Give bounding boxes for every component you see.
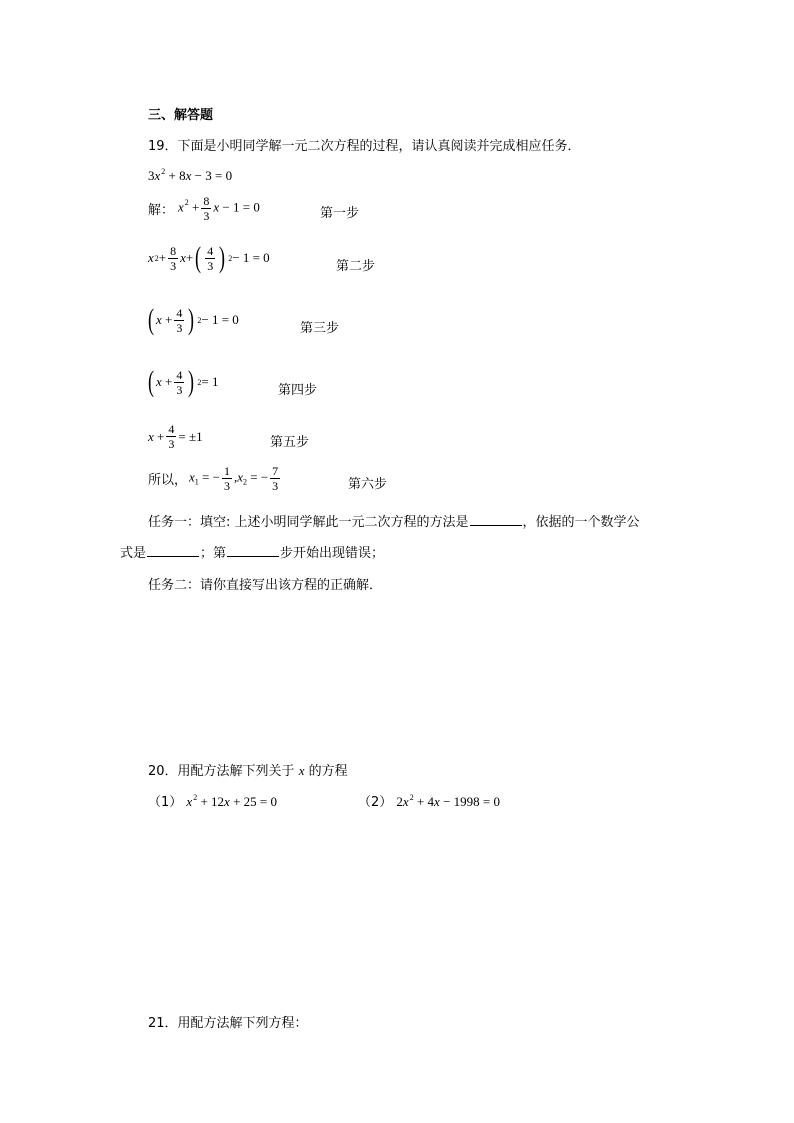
q20-part2-equation: $2x^2 + 4x - 1998 = 0$ <box>396 793 500 809</box>
step4-label: 第四步 <box>278 383 318 398</box>
q20-part1-equation: $x^2 + 12x + 25 = 0$ <box>186 793 277 809</box>
task1-text-a: 任务一：填空: 上述小明同学解此一元二次方程的方法是 <box>148 515 469 530</box>
answer-blank-formula[interactable] <box>147 544 199 557</box>
step3-expression: ( x + $\frac{4}{3}$ ) 2 − 1 = 0 <box>148 303 239 336</box>
task1-line1 <box>148 511 640 530</box>
step5-expression: x + $\frac{4}{3}$ = ±1 <box>148 422 203 451</box>
q20-stem-a: 20．用配方法解下列关于 <box>148 764 295 779</box>
task1-text-d: ；第 <box>200 546 227 561</box>
answer-blank-step[interactable] <box>227 544 279 557</box>
task2-text: 任务二：请你直接写出该方程的正确解． <box>148 578 383 593</box>
q19-equation: $3x^2 + 8x - 3 = 0$ <box>148 167 233 183</box>
q20-stem <box>148 760 348 779</box>
solve-label: 解： <box>148 203 175 218</box>
q20-part2-label: （2） <box>358 795 393 810</box>
step4-expression: ( x + $\frac{4}{3}$ ) 2 = 1 <box>148 365 219 398</box>
section-title: 三、解答题 <box>148 108 214 123</box>
task1-text-c: 式是 <box>120 546 147 561</box>
step5-label: 第五步 <box>270 435 310 450</box>
task1-text-e: 步开始出现错误； <box>280 546 385 561</box>
step6-expression: $x_1$ = − $\frac{1}{3}$ $,x_2$ = − $\frac{7}{3}$ <box>189 464 279 493</box>
q21-stem: 21．用配方法解下列方程： <box>148 1016 308 1031</box>
q20-part2 <box>358 791 500 810</box>
q20-part1-label: （1） <box>148 795 183 810</box>
q19-stem: 19．下面是小明同学解一元二次方程的过程，请认真阅读并完成相应任务． <box>148 139 581 154</box>
task1-text-b: ，依据的一个数学公 <box>522 515 640 530</box>
step6-label: 第六步 <box>348 477 388 492</box>
q19-step1-line <box>148 195 260 222</box>
q20-stem-var: x <box>298 763 305 778</box>
step2-label: 第二步 <box>336 259 376 274</box>
q20-part1 <box>148 791 277 810</box>
step3-label: 第三步 <box>300 321 340 336</box>
step1-label: 第一步 <box>320 206 360 221</box>
therefore-label: 所以， <box>148 473 188 488</box>
q20-stem-b: 的方程 <box>308 764 348 779</box>
task1-line2 <box>120 542 384 561</box>
q19-step6-line <box>148 465 282 492</box>
answer-blank-method[interactable] <box>470 513 522 526</box>
step2-expression: x 2 + $\frac{8}{3}$ x + ( $\frac{4}{3}$ ) 2 − 1 = 0 <box>148 241 270 274</box>
step1-expression: $x^2$ + $\frac{8}{3}$ x − 1 = 0 <box>178 194 260 223</box>
